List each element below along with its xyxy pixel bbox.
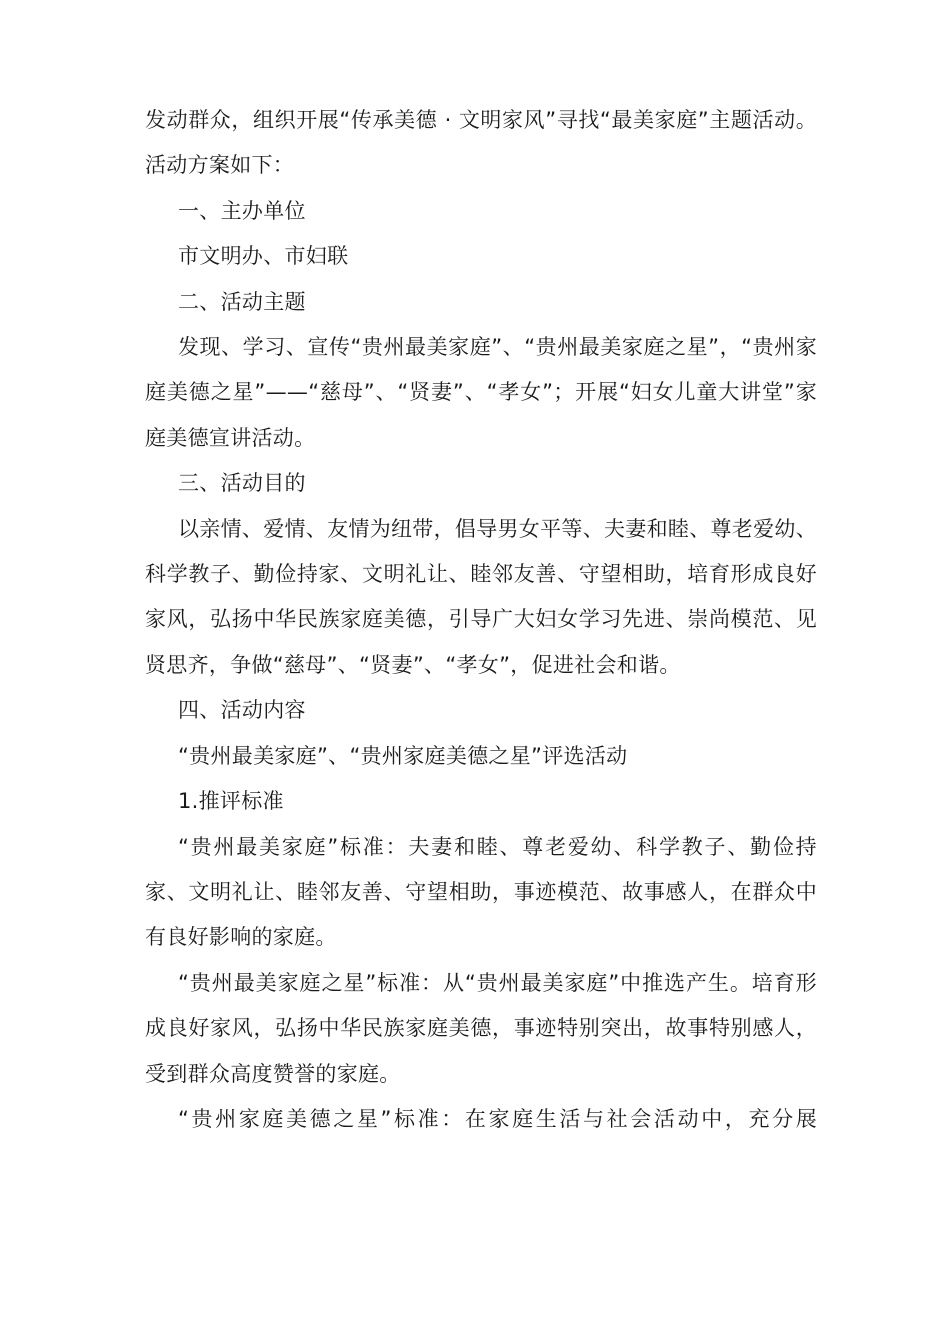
heading-content: 四、活动内容: [178, 698, 306, 723]
paragraph-criteria-star: “贵州最美家庭之星”标准：从“贵州最美家庭”中推选产生。培育形成良好家风，弘扬中华民族家庭美德，事迹特别突出，故事特别感人，受到群众高度赞誉的家庭。: [145, 970, 817, 1086]
document-body: [145, 98, 817, 1142]
paragraph-purpose: 以亲情、爱情、友情为纽带，倡导男女平等、夫妻和睦、尊老爱幼、科学教子、勤俭持家、文明礼让、睦邻友善、守望相助，培育形成良好家风，弘扬中华民族家庭美德，引导广大妇女学习先进、崇尚模范、见贤思齐，争做“慈母”、“贤妻”、“孝女”，促进社会和谐。: [145, 516, 817, 677]
paragraph-theme: 发现、学习、宣传“贵州最美家庭”、“贵州最美家庭之星”，“贵州家庭美德之星”——“慈母”、“贤妻”、“孝女”；开展“妇女儿童大讲堂”家庭美德宣讲活动。: [145, 335, 817, 450]
heading-organizers: 一、主办单位: [178, 198, 306, 223]
paragraph-selection: “贵州最美家庭”、“贵州家庭美德之星”评选活动: [178, 743, 628, 768]
paragraph-criteria-family: “贵州最美家庭”标准：夫妻和睦、尊老爱幼、科学教子、勤俭持家、文明礼让、睦邻友善、守望相助，事迹模范、故事感人，在群众中有良好影响的家庭。: [145, 834, 817, 950]
paragraph-organizers: 市文明办、市妇联: [178, 244, 349, 269]
heading-purpose: 三、活动目的: [178, 471, 306, 496]
paragraph-criteria-virtue: “贵州家庭美德之星”标准：在家庭生活与社会活动中，充分展: [178, 1106, 817, 1131]
paragraph-intro: 发动群众，组织开展“传承美德 · 文明家风”寻找“最美家庭”主题活动。活动方案如下：: [145, 108, 817, 178]
heading-theme: 二、活动主题: [178, 289, 306, 314]
heading-criteria: 1.推评标准: [178, 789, 284, 814]
